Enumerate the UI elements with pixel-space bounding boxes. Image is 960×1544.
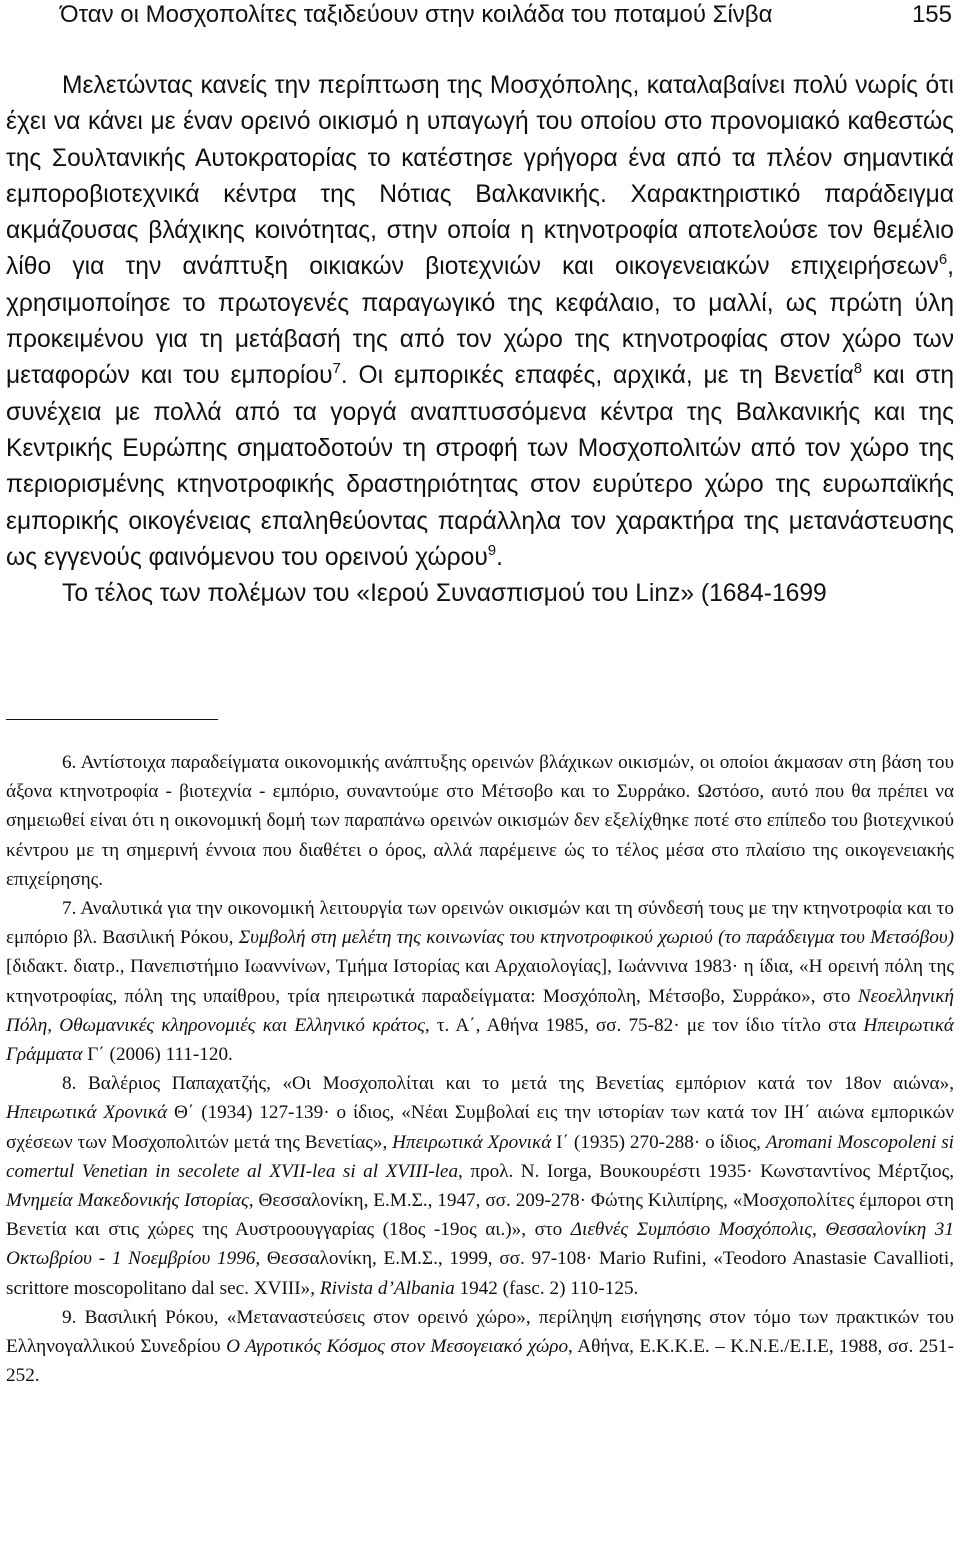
paragraph-2: Το τέλος των πολέμων του «Ιερού Συνασπισμού του Linz» (1684-1699 bbox=[62, 580, 827, 608]
paragraph-1-part-d: και στη συνέχεια με πολλά από τα γοργά αναπτυσσόμενα κέντρα της Βαλκανικής και της Κεντρικής Ευρώπης σηματοδοτούν τη στροφή των Μοσχοπολιτών από τον χώρο της περιορισμένης κτηνοτροφικής δραστηριότητας στον ευρύτερο χώρο της ευρωπαϊκής εμπορικής οικογένειας επαληθεύοντας παράλληλα τον χαρακτήρα της μετανάστευσης ως εγγενούς φαινόμενου του ορεινού χώρου bbox=[6, 362, 954, 571]
footnote-7 bbox=[6, 894, 954, 1069]
footnote-7-title-3: Ηπειρωτικά Γράμματα bbox=[6, 1014, 954, 1066]
footnote-7-title-1: Συμβολή στη μελέτη της κοινωνίας του κτηνοτροφικού χωριού (το παράδειγμα του Μετσόβου) bbox=[238, 927, 955, 949]
paragraph-1-part-c: . Οι εμπορικές επαφές, αρχικά, με τη Βενετία bbox=[340, 362, 854, 390]
footnote-ref-7: 7 bbox=[332, 360, 341, 378]
paragraph-1-part-a: Μελετώντας κανείς την περίπτωση της Μοσχόπολης, καταλαβαίνει πολύ νωρίς ότι έχει να κάνει με έναν ορεινό οικισμό η υπαγωγή του οποίου στο προνομιακό καθεστώς της Σουλτανικής Αυτοκρατορίας το κατέστησε γρήγορα ένα από τα πλέον σημαντικά εμποροβιοτεχνικά κέντρα της Νότιας Βαλκανικής. Χαρακτηριστικό παράδειγμα ακμάζουσας βλάχικης κοινότητας, στην οποία η κτηνοτροφία αποτελούσε τον θεμέλιο λίθο για την ανάπτυξη οικιακών βιοτεχνιών και οικογενειακών επιχειρήσεων bbox=[6, 72, 954, 281]
footnotes bbox=[6, 748, 954, 1390]
footnote-8-title-1: Ηπειρωτικά Χρονικά bbox=[6, 1102, 168, 1124]
footnote-8-text-3: Ι΄ (1935) 270-288· ο ίδιος, bbox=[551, 1131, 766, 1153]
footnote-7-title-2: Νεοελληνική Πόλη, Οθωμανικές κληρονομιές και Ελληνικό κράτος bbox=[6, 985, 954, 1036]
footnote-7-text-3: , τ. Α΄, Αθήνα 1985, σσ. 75-82· με τον ίδιο τίτλο στα bbox=[424, 1014, 864, 1036]
footnote-ref-6: 6 bbox=[938, 251, 948, 269]
footnote-ref-8: 8 bbox=[853, 360, 863, 378]
footnote-8-text-1: 8. Βαλέριος Παπαχατζής, «Οι Μοσχοπολίται και το μετά της Βενετίας εμπόριον κατά τον 18ον αιώνα», bbox=[62, 1073, 954, 1095]
running-title: Όταν οι Μοσχοπολίτες ταξιδεύουν στην κοιλάδα του ποταμού Σίνβα bbox=[60, 1, 773, 28]
main-text bbox=[6, 68, 954, 612]
footnote-8-text-4: , προλ. N. Iorga, Βουκουρέστι 1935· Κωνσταντίνος Μέρτζιος, bbox=[458, 1160, 954, 1182]
footnote-ref-9: 9 bbox=[487, 541, 497, 559]
footnote-8-text-7: 1942 (fasc. 2) 110-125. bbox=[454, 1277, 639, 1299]
footnote-6: 6. Αντίστοιχα παραδείγματα οικονομικής ανάπτυξης ορεινών βλάχικων οικισμών, οι οποίοι άκμασαν στη βάση του άξονα κτηνοτροφία - βιοτεχνία - εμπόριο, συναντούμε στο Μέτσοβο και το Συρράκο. Ωστόσο, αυτό που θα πρέπει να σημειωθεί είναι ότι η οικονομική δομή των παραπάνω ορεινών οικισμών δεν εξελίχθηκε ποτέ στο επίπεδο του βιοτεχνικού κέντρου με τη σημερινή έννοια που διαθέτει ο όρος, αλλά παρέμεινε ώς το τέλος μέσα στο πλαίσιο της οικογενειακής επιχείρησης. bbox=[6, 752, 954, 890]
footnote-8-title-5: Διεθνές Συμπόσιο Μοσχόπολις, Θεσσαλονίκη 31 Οκτωβρίου - 1 Νοεμβρίου 1996, bbox=[6, 1219, 954, 1270]
footnote-8-text-5: , Θεσσαλονίκη, Ε.Μ.Σ., 1947, σσ. 209-278· Φώτης Κιλιπίρης, «Μοσχοπολίτες έμποροι στη Βενετία και στις χώρες της Αυστροουγγαρίας (18ος -19ος αι.)», στο bbox=[6, 1190, 954, 1241]
paragraph-1-part-b: , χρησιμοποίησε το πρωτογενές παραγωγικό της κεφάλαιο, το μαλλί, ως πρώτη ύλη προκειμένου για τη μετάβασή της από τον χώρο της κτηνοτροφίας στον χώρο των μεταφορών και του εμπορίου bbox=[6, 253, 954, 390]
footnote-8 bbox=[6, 1069, 954, 1303]
footnote-9-text-1: 9. Βασιλική Ρόκου, «Μεταναστεύσεις στον ορεινό χώρο», περίληψη εισήγησης στον τόμο των πρακτικών του Ελληνογαλλικού Συνεδρίου bbox=[6, 1306, 954, 1358]
footnote-7-text-4: Γ΄ (2006) 111-120. bbox=[82, 1044, 233, 1066]
footnote-9 bbox=[6, 1303, 954, 1391]
paragraph-1 bbox=[6, 68, 954, 576]
footnote-separator bbox=[6, 719, 218, 720]
footnote-7-text-1: 7. Αναλυτικά για την οικονομική λειτουργία των ορεινών οικισμών και τη σύνδεσή τους με την κτηνοτροφία και το εμπόριο βλ. Βασιλική Ρόκου, bbox=[6, 898, 954, 949]
page-header bbox=[60, 0, 952, 34]
footnote-8-title-3: Aromani Moscopoleni si comertul Venetian in secolete al XVII-lea si al XVIII-lea bbox=[6, 1131, 954, 1182]
page-number: 155 bbox=[911, 1, 952, 28]
footnote-8-title-2: Ηπειρωτικά Χρονικά bbox=[392, 1131, 552, 1153]
footnote-8-title-4: Μνημεία Μακεδονικής Ιστορίας bbox=[6, 1190, 249, 1212]
footnote-8-title-6: Rivista d’Albania bbox=[319, 1277, 455, 1299]
footnote-9-text-2: , Αθήνα, Ε.Κ.Κ.Ε. – Κ.Ν.Ε./Ε.Ι.Ε, 1988, σσ. 251-252. bbox=[6, 1336, 954, 1387]
paragraph-1-part-e: . bbox=[496, 543, 503, 571]
footnote-9-title-1: Ο Αγροτικός Κόσμος στον Μεσογειακό χώρο bbox=[226, 1336, 569, 1358]
footnote-7-text-2: [διδακτ. διατρ., Πανεπιστήμιο Ιωαννίνων, Τμήμα Ιστορίας και Αρχαιολογίας], Ιωάννινα 1983· η ίδια, «Η ορεινή πόλη της κτηνοτροφίας, πόλη της υπαίθρου, τρία ηπειρωτικά παραδείγματα: Μοσχόπολη, Μέτσοβο, Συρράκο», στο bbox=[6, 956, 954, 1007]
footnote-8-text-6: Θεσσαλονίκη, Ε.Μ.Σ., 1999, σσ. 97-108· Mario Rufini, «Teodoro Anastasie Cavallioti, scrittore moscopolitano dal sec. XVIII», bbox=[6, 1248, 954, 1299]
footnote-8-text-2: Θ΄ (1934) 127-139· ο ίδιος, «Νέαι Συμβολαί εις την ιστορίαν των κατά τον ΙΗ΄ αιώνα εμπορικών σχέσεων των Μοσχοπολιτών μετά της Βενετίας», bbox=[6, 1102, 954, 1153]
